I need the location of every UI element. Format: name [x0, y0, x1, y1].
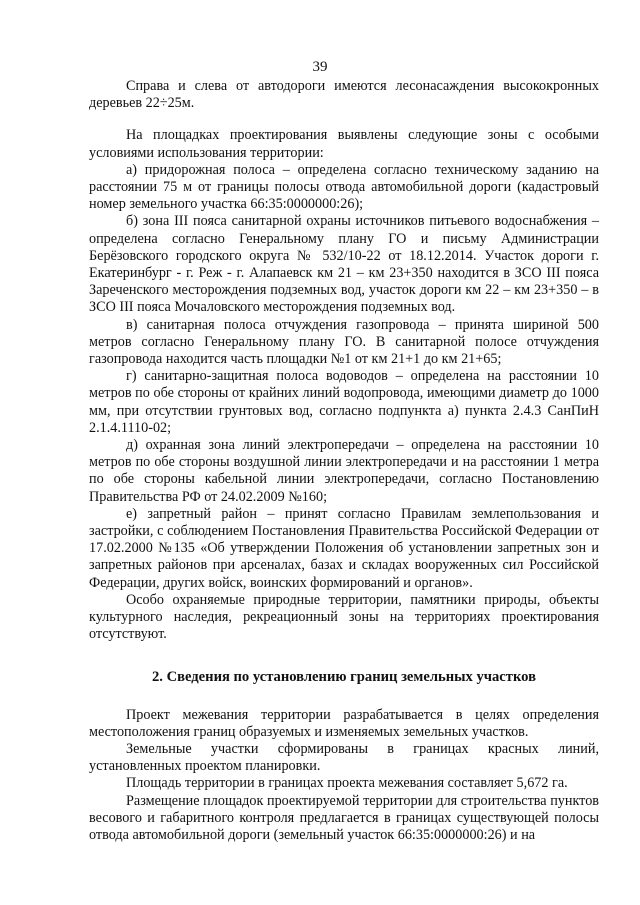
paragraph-area: Площадь территории в границах проекта межевания составляет 5,672 га.: [126, 775, 568, 792]
paragraph-zone-a: а) придорожная полоса – определена согласно техническому заданию на расстоянии 75 м от границы полосы отвода автомобильной дороги (кадастровый номер земельного участка 66:35:0000000:26);: [89, 161, 599, 213]
paragraph-zones-intro: На площадках проектирования выявлены следующие зоны с особыми условиями использования территории:: [89, 127, 599, 161]
section-heading: 2. Сведения по установлению границ земельных участков: [152, 668, 536, 685]
document-body: [89, 78, 599, 844]
paragraph-project-purpose: Проект межевания территории разрабатывается в целях определения местоположения границ образуемых и изменяемых земельных участков.: [89, 706, 599, 740]
paragraph-placement: Размещение площадок проектируемой территории для строительства пунктов весового и габаритного контроля предлагается в границах существующей полосы отвода автомобильной дороги (земельный участок 66:35:0000000:26) и на: [89, 792, 599, 843]
paragraph-zone-b: б) зона III пояса санитарной охраны источников питьевого водоснабжения – определена согласно Генеральному плану ГО и письму Администрации Берёзовского городского округа № 532/10-22 от 18.12.2014. Участок дороги г. Екатеринбург - г. Реж - г. Алапаевск км 21 – км 23+350 находится в ЗСО III пояса Зареченского месторождения подземных вод, участок дороги км 22 – км 23+350 – в ЗСО III пояса Мочаловского месторождения подземных вод.: [89, 213, 599, 316]
paragraph-land-plots: Земельные участки сформированы в границах красных линий, установленных проектом планировки.: [89, 740, 599, 775]
paragraph-zone-d: д) охранная зона линий электропередачи – определена на расстоянии 10 метров по обе стороны воздушной линии электропередачи и на расстоянии 1 метра по обе стороны кабельной линии электропередачи, согласно Постановлению Правительства РФ от 24.02.2009 №160;: [89, 437, 599, 505]
paragraph-zone-e: е) запретный район – принят согласно Правилам землепользования и застройки, с соблюдением Постановления Правительства Российской Федерации от 17.02.2000 №135 «Об утверждении Положения об установлении запретных зон и запретных районов при арсеналах, базах и складах вооруженных сил Российской Федерации, других войск, воинских формирований и органов».: [89, 505, 599, 591]
paragraph-zone-g: г) санитарно-защитная полоса водоводов – определена на расстоянии 10 метров по обе стороны от крайних линий водопровода, имеющими диаметр до 1000 мм, при отсутствии грунтовых вод, согласно подпункта а) пункта 2.4.3 СанПиН 2.1.4.1110-02;: [89, 368, 599, 436]
paragraph-forest: Справа и слева от автодороги имеются лесонасаждения высококронных деревьев 22÷25м.: [89, 78, 599, 112]
paragraph-protected-areas: Особо охраняемые природные территории, памятники природы, объекты культурного наследия, рекреационный зоны на территориях проектирования отсутствуют.: [89, 591, 599, 643]
page-number: 39: [312, 59, 328, 75]
paragraph-zone-v: в) санитарная полоса отчуждения газопровода – принята шириной 500 метров согласно Генеральному плану ГО. В санитарной полосе отчуждения газопровода находится часть площадки №1 от км 21+1 до км 21+65;: [89, 316, 599, 368]
